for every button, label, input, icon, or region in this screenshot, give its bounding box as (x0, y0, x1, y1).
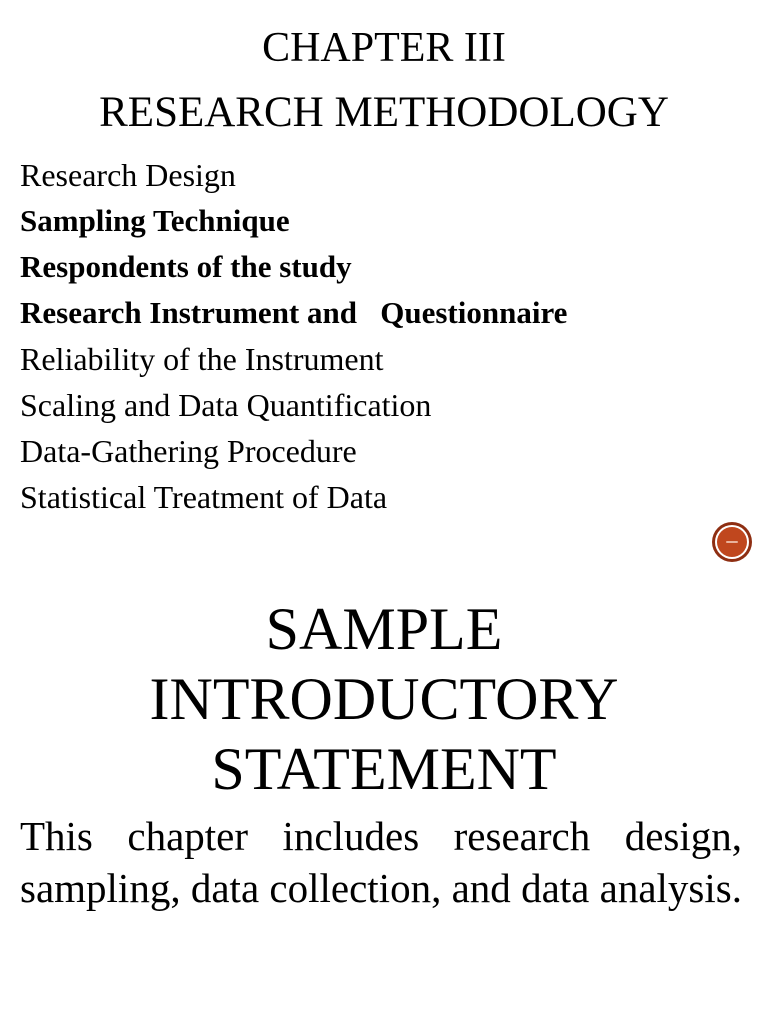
chapter-title: CHAPTER III (262, 25, 506, 71)
topic-item: Statistical Treatment of Data (20, 479, 388, 515)
topic-list (20, 152, 750, 520)
sample-title (0, 594, 768, 804)
slide-marker-icon (715, 525, 749, 559)
topic-item: Respondents of the study (20, 249, 352, 284)
topic-item: Research Instrument and Questionnaire (20, 295, 568, 330)
slide-marker-dash (726, 541, 738, 543)
topic-item: Sampling Technique (20, 203, 290, 238)
section-title: RESEARCH METHODOLOGY (99, 89, 669, 136)
sample-title-line: SAMPLE (265, 596, 503, 662)
topic-item: Research Design (20, 157, 236, 193)
topic-item: Scaling and Data Quantification (20, 387, 432, 423)
sample-title-line: INTRODUCTORY (149, 666, 619, 732)
intro-paragraph: This chapter includes research design, sampling, data collection, and data analysis. (20, 813, 742, 911)
topic-item: Data-Gathering Procedure (20, 433, 357, 469)
topic-item: Reliability of the Instrument (20, 341, 384, 377)
sample-title-line: STATEMENT (211, 736, 557, 802)
